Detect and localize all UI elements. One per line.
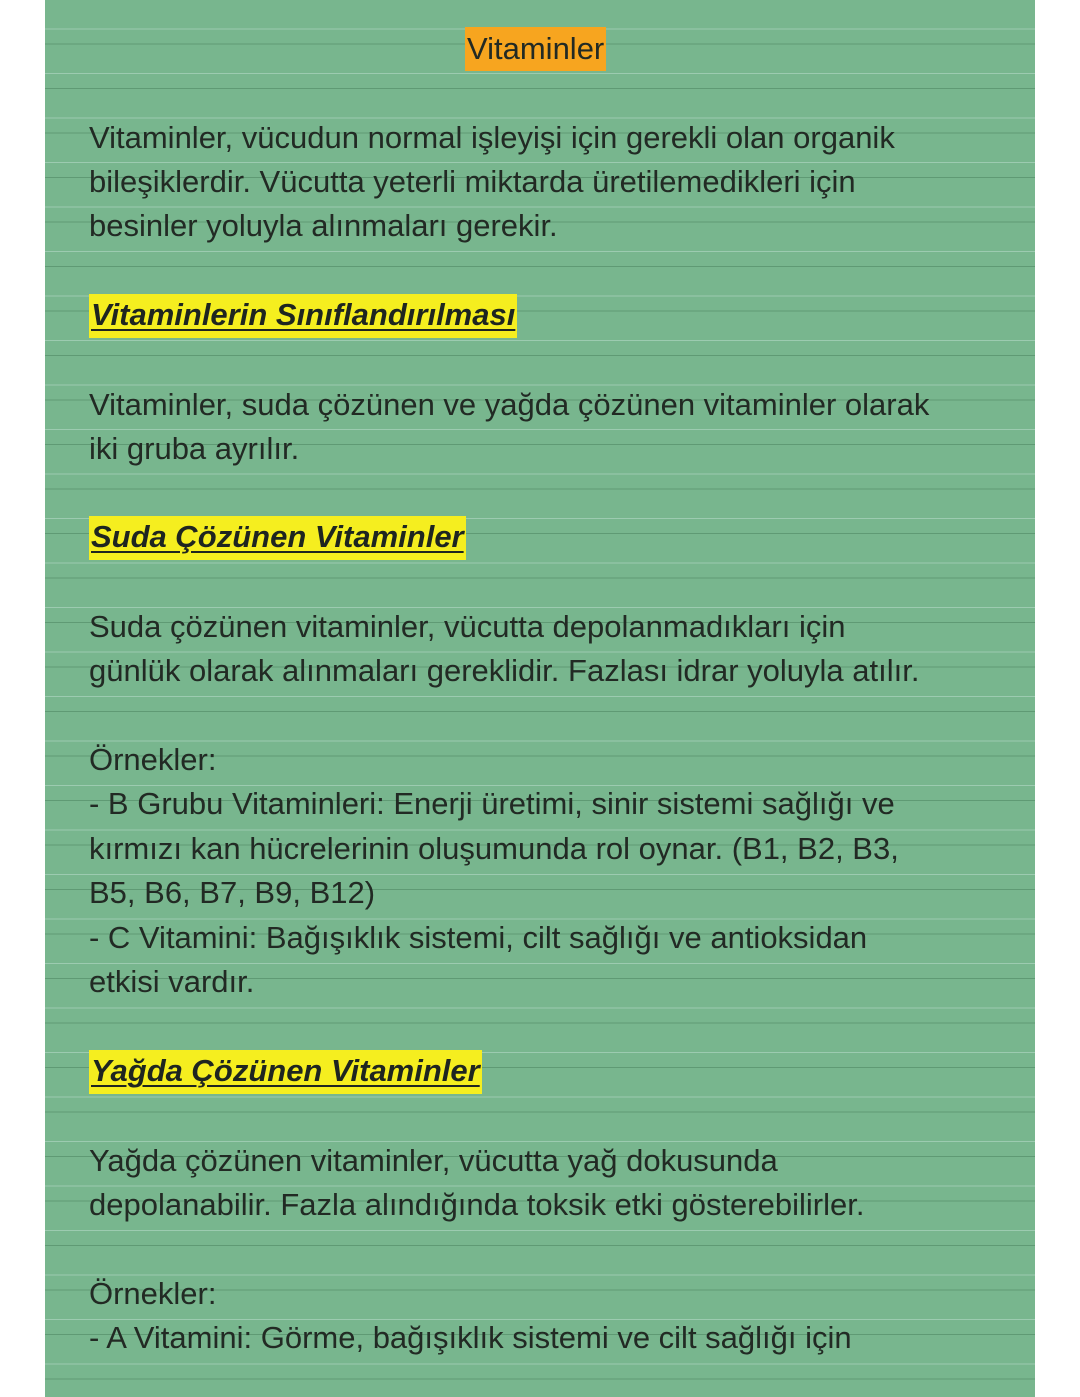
classification-line-1: Vitaminler, suda çözünen ve yağda çözünen vitaminler olarak: [89, 387, 930, 422]
water-soluble-example-line-2: kırmızı kan hücrelerinin oluşumunda rol oynar. (B1, B2, B3,: [89, 831, 899, 866]
water-soluble-example-line-1: - B Grubu Vitaminleri: Enerji üretimi, sinir sistemi sağlığı ve: [89, 786, 895, 821]
fat-soluble-heading: Yağda Çözünen Vitaminler: [89, 1050, 482, 1094]
water-soluble-line-2: günlük olarak alınmaları gereklidir. Fazlası idrar yoluyla atılır.: [89, 653, 920, 688]
water-soluble-examples-label: Örnekler:: [89, 742, 217, 777]
intro-line-1: Vitaminler, vücudun normal işleyişi için gerekli olan organik: [89, 120, 895, 155]
classification-line-2: iki gruba ayrılır.: [89, 431, 300, 466]
intro-line-2: bileşiklerdir. Vücutta yeterli miktarda üretilemedikleri için: [89, 164, 856, 199]
page-title: Vitaminler: [465, 27, 606, 71]
notebook-page: [45, 0, 1035, 1397]
fat-soluble-line-2: depolanabilir. Fazla alındığında toksik etki gösterebilirler.: [89, 1187, 865, 1222]
water-soluble-line-1: Suda çözünen vitaminler, vücutta depolanmadıkları için: [89, 609, 846, 644]
water-soluble-heading: Suda Çözünen Vitaminler: [89, 516, 466, 560]
fat-soluble-examples-label: Örnekler:: [89, 1276, 217, 1311]
classification-heading: Vitaminlerin Sınıflandırılması: [89, 294, 517, 338]
intro-line-3: besinler yoluyla alınmaları gerekir.: [89, 208, 558, 243]
water-soluble-example-line-4: - C Vitamini: Bağışıklık sistemi, cilt sağlığı ve antioksidan: [89, 920, 868, 955]
water-soluble-example-line-5: etkisi vardır.: [89, 964, 255, 999]
fat-soluble-example-line-1: - A Vitamini: Görme, bağışıklık sistemi ve cilt sağlığı için: [89, 1320, 852, 1355]
water-soluble-example-line-3: B5, B6, B7, B9, B12): [89, 875, 376, 910]
fat-soluble-line-1: Yağda çözünen vitaminler, vücutta yağ dokusunda: [89, 1143, 778, 1178]
